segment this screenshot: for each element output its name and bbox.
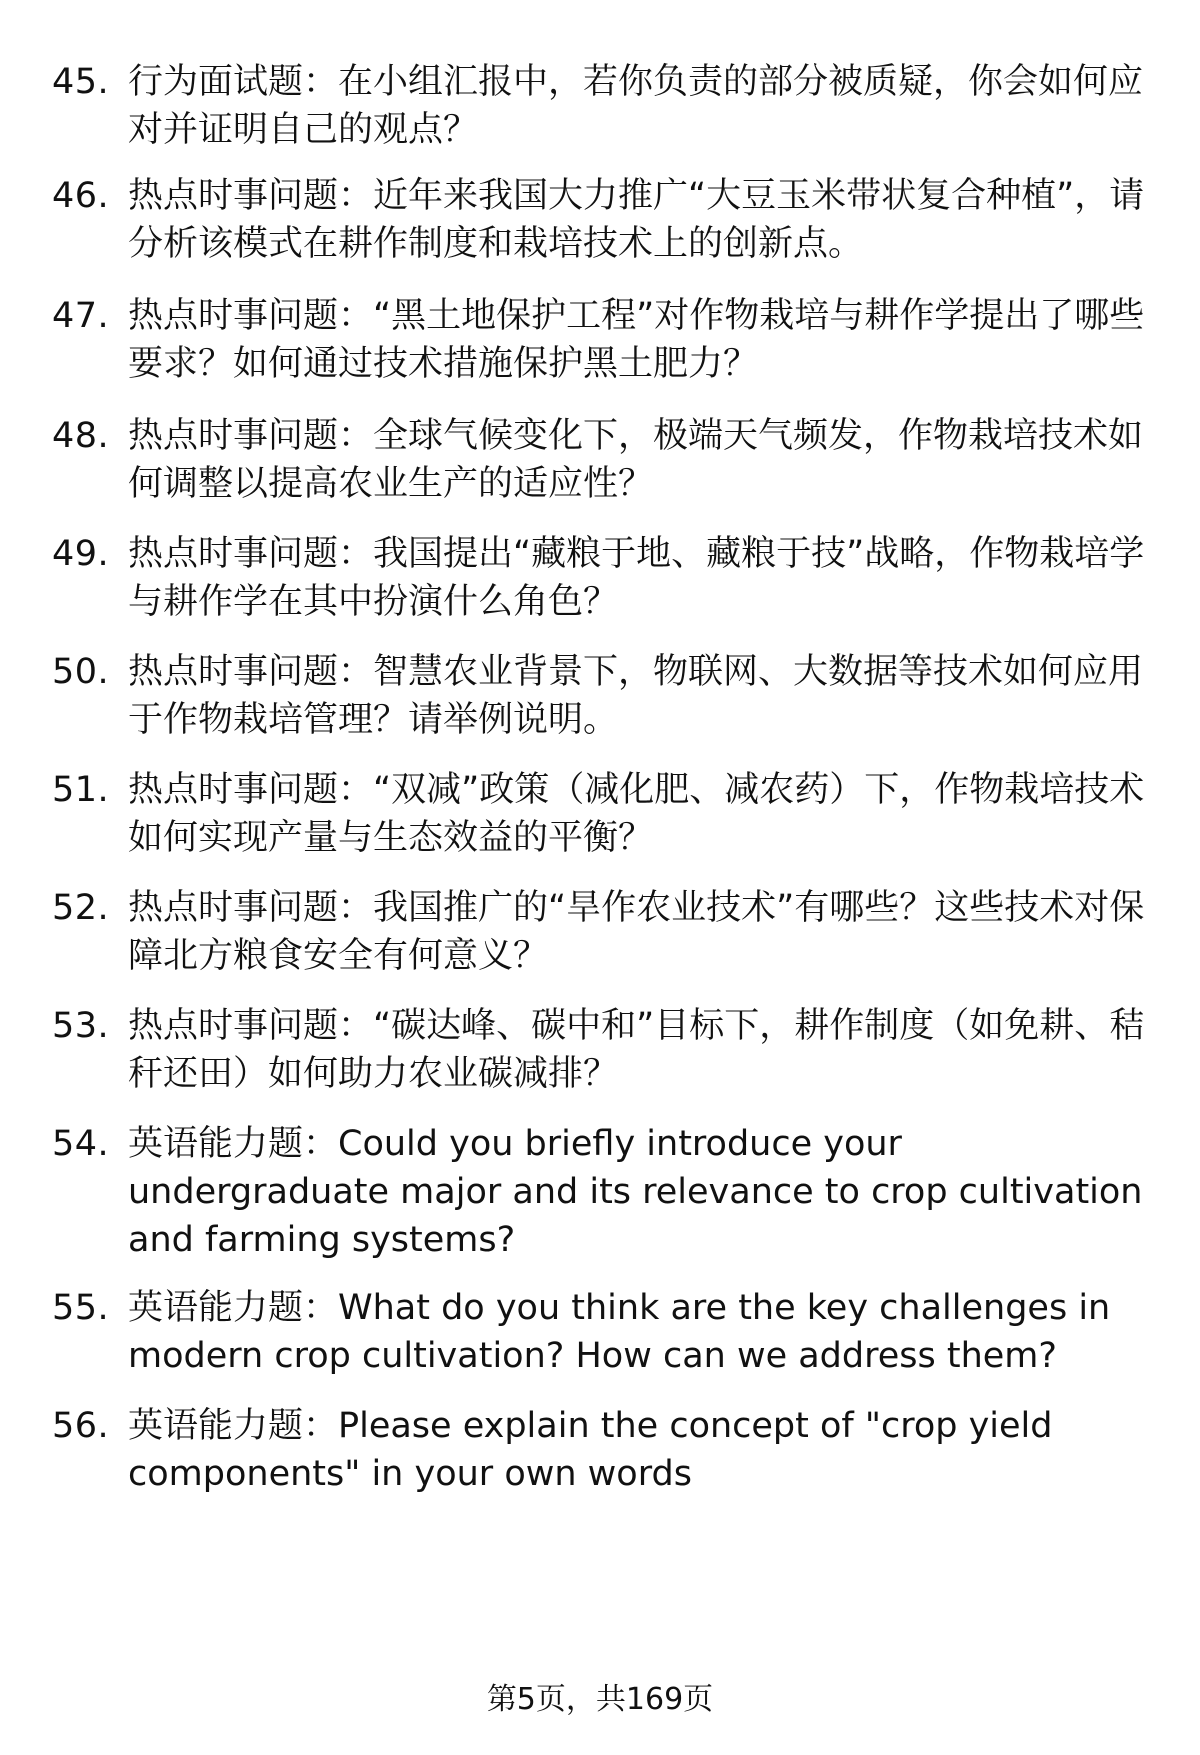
question-text: 热点时事问题：我国提出“藏粮于地、藏粮于技”战略，作物栽培学与耕作学在其中扮演什么角色？ (128, 534, 1145, 622)
question-number: 54. (52, 1124, 110, 1164)
list-item (52, 766, 1162, 862)
question-text: 热点时事问题：“碳达峰、碳中和”目标下，耕作制度（如免耕、秸秆还田）如何助力农业碳减排？ (128, 1006, 1145, 1094)
question-number: 47. (52, 296, 110, 336)
list-item (52, 530, 1162, 626)
list-item (52, 58, 1162, 154)
list-item (52, 1120, 1162, 1264)
list-item (52, 172, 1162, 268)
list-item (52, 1402, 1162, 1498)
question-text: 热点时事问题：智慧农业背景下，物联网、大数据等技术如何应用于作物栽培管理？请举例说明。 (128, 652, 1144, 740)
list-item (52, 412, 1162, 508)
list-item (52, 1002, 1162, 1098)
question-number: 52. (52, 888, 110, 928)
page-footer: 第5页，共169页 (486, 1682, 714, 1717)
list-item (52, 1284, 1162, 1380)
question-text: 热点时事问题：“黑土地保护工程”对作物栽培与耕作学提出了哪些要求？如何通过技术措施保护黑土肥力？ (128, 296, 1145, 384)
list-item (52, 648, 1162, 744)
question-number: 45. (52, 62, 110, 102)
question-text: 热点时事问题：我国推广的“旱作农业技术”有哪些？这些技术对保障北方粮食安全有何意义？ (128, 888, 1145, 976)
question-text: 行为面试题：在小组汇报中，若你负责的部分被质疑，你会如何应对并证明自己的观点？ (128, 62, 1144, 150)
question-number: 56. (52, 1406, 110, 1446)
question-number: 46. (52, 176, 110, 216)
question-text: 热点时事问题：“双减”政策（减化肥、减农药）下，作物栽培技术如何实现产量与生态效益的平衡？ (128, 770, 1145, 858)
question-number: 48. (52, 416, 110, 456)
question-number: 49. (52, 534, 110, 574)
question-number: 53. (52, 1006, 110, 1046)
list-item (52, 292, 1162, 388)
question-number: 51. (52, 770, 110, 810)
question-number: 55. (52, 1288, 110, 1328)
question-text: 英语能力题：Please explain the concept of "crop yield components" in your own words (128, 1406, 1053, 1494)
list-item (52, 884, 1162, 980)
question-text: 热点时事问题：全球气候变化下，极端天气频发，作物栽培技术如何调整以提高农业生产的适应性？ (128, 416, 1144, 504)
question-text: 英语能力题：Could you briefly introduce your undergraduate major and its relevance to crop cultivation and farming systems? (128, 1124, 1143, 1260)
question-text: 热点时事问题：近年来我国大力推广“大豆玉米带状复合种植”，请分析该模式在耕作制度和栽培技术上的创新点。 (128, 176, 1145, 264)
question-number: 50. (52, 652, 110, 692)
question-text: 英语能力题：What do you think are the key challenges in modern crop cultivation? How can we address them? (128, 1288, 1111, 1376)
